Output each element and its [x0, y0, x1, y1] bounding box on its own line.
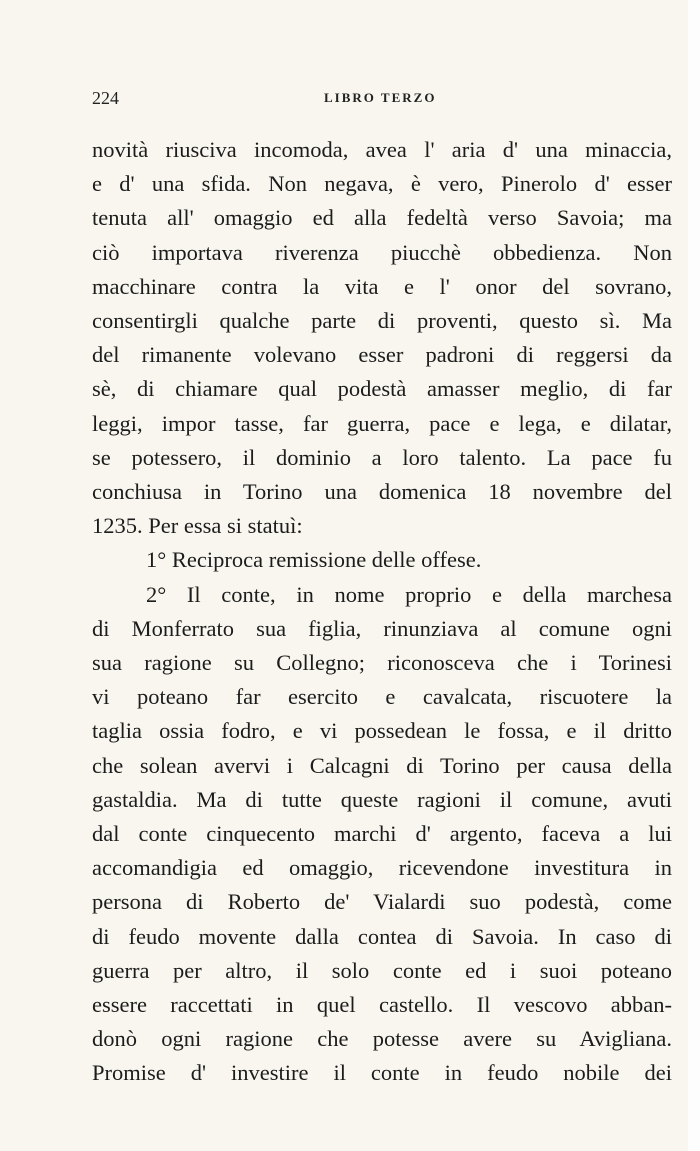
- text-line: accomandigia ed omaggio, ricevendone investitura in: [92, 855, 672, 881]
- text-line: sua ragione su Collegno; riconosceva che i Torinesi: [92, 650, 672, 676]
- text-line: del rimanente volevano esser padroni di reggersi da: [92, 342, 672, 368]
- text-line: consentirgli qualche parte di proventi, questo sì. Ma: [92, 308, 672, 334]
- running-title: LIBRO TERZO: [324, 90, 437, 105]
- text-line: sè, di chiamare qual podestà amasser meglio, di far: [92, 376, 672, 402]
- text-line: di feudo movente dalla contea di Savoia. In caso di: [92, 923, 672, 949]
- page-header: [92, 88, 672, 112]
- text-line: donò ogni ragione che potesse avere su Avigliana.: [92, 1026, 672, 1052]
- text-line: che solean avervi i Calcagni di Torino per causa della: [92, 752, 672, 778]
- text-line: essere raccettati in quel castello. Il vescovo abban-: [92, 992, 672, 1018]
- text-line: tenuta all' omaggio ed alla fedeltà verso Savoia; ma: [92, 205, 672, 231]
- text-line: taglia ossia fodro, e vi possedean le fossa, e il dritto: [92, 718, 672, 744]
- text-line: guerra per altro, il solo conte ed i suoi poteano: [92, 957, 672, 983]
- text-line: se potessero, il dominio a loro talento. La pace fu: [92, 444, 672, 470]
- text-line: 1235. Per essa si statuì:: [92, 513, 303, 539]
- text-line: ciò importava riverenza piucchè obbedienza. Non: [92, 239, 672, 265]
- list-item: 1° Reciproca remissione delle offese.: [146, 547, 482, 573]
- text-line: gastaldia. Ma di tutte queste ragioni il comune, avuti: [92, 786, 672, 812]
- text-line: persona di Roberto de' Vialardi suo podestà, come: [92, 889, 672, 915]
- text-line: e d' una sfida. Non negava, è vero, Pinerolo d' esser: [92, 171, 672, 197]
- page-number: 224: [92, 88, 119, 108]
- list-item: 2° Il conte, in nome proprio e della marchesa: [146, 581, 672, 607]
- body-text: [92, 133, 672, 1091]
- text-line: novità riusciva incomoda, avea l' aria d' una minaccia,: [92, 137, 672, 162]
- page-edge: [688, 0, 700, 1151]
- text-line: leggi, impor tasse, far guerra, pace e lega, e dilatar,: [92, 410, 672, 436]
- text-line: vi poteano far esercito e cavalcata, riscuotere la: [92, 684, 672, 710]
- text-line: macchinare contra la vita e l' onor del sovrano,: [92, 273, 672, 299]
- text-line: conchiusa in Torino una domenica 18 novembre del: [92, 479, 672, 505]
- text-line: Promise d' investire il conte in feudo nobile dei: [92, 1060, 672, 1086]
- text-line: di Monferrato sua figlia, rinunziava al comune ogni: [92, 615, 672, 641]
- text-line: dal conte cinquecento marchi d' argento, faceva a lui: [92, 821, 672, 847]
